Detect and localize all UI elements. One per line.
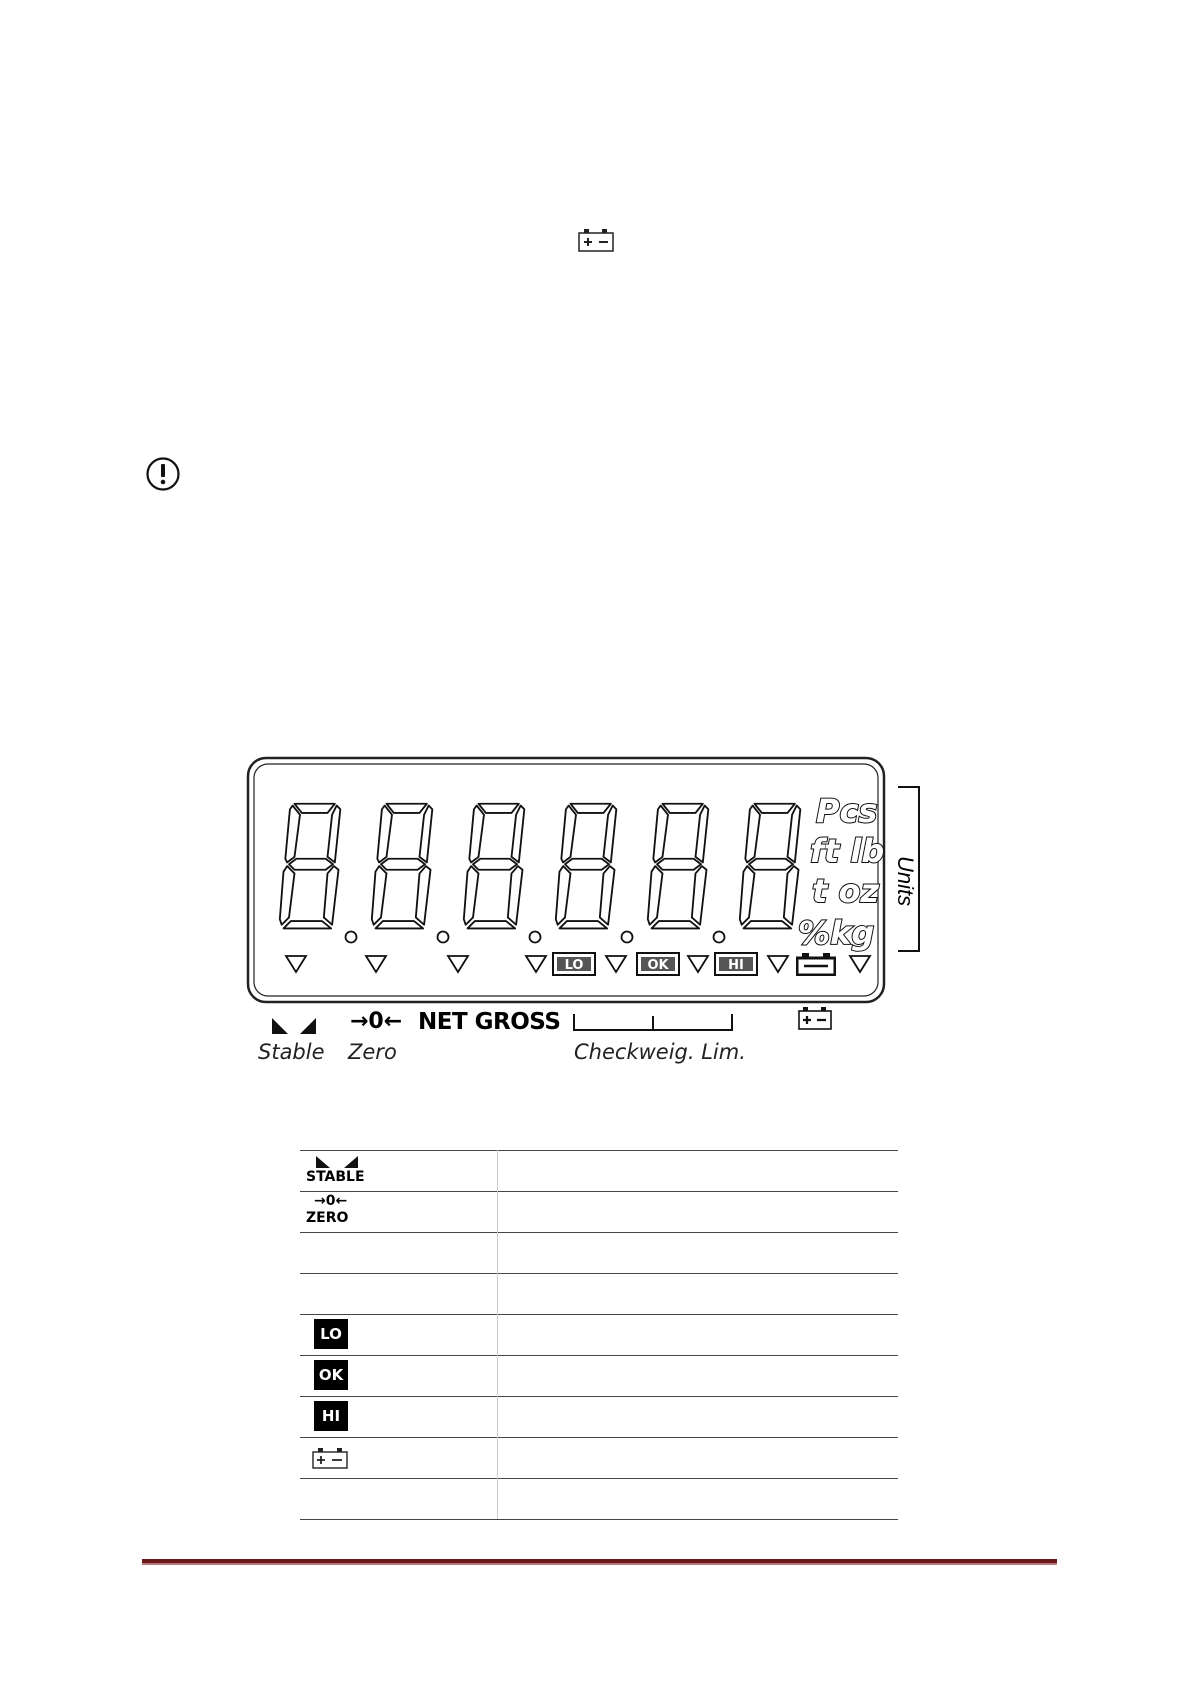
svg-text:HI: HI [728,958,744,973]
digit-segment-6 [738,792,804,942]
unit-t-oz: t oz [812,872,880,910]
indicator-triangle [766,954,790,974]
table-row [306,1155,365,1185]
svg-text:LO: LO [564,958,584,973]
stable-label: STABLE [306,1169,365,1185]
important-notice-icon [145,456,181,492]
stable-icon [314,1155,362,1169]
stable-caption: Stable [258,1040,325,1064]
battery-icon [796,952,836,976]
footer-rule [142,1559,1057,1565]
battery-icon [798,1006,832,1030]
indicator-triangle [686,954,710,974]
indicator-triangle [524,954,548,974]
decimal-point [528,930,542,944]
digit-segment-5 [646,792,712,942]
net-gross-label: NET GROSS [418,1009,561,1035]
checkweigh-caption: Checkweig. Lim. [574,1040,746,1064]
indicator-triangle [848,954,872,974]
zero-label: ZERO [306,1210,349,1226]
table-row [306,1193,348,1226]
stable-icon [270,1016,320,1036]
table-row [314,1360,348,1390]
battery-icon [578,228,614,252]
indicator-triangle [364,954,388,974]
checkweigh-bracket [572,1012,734,1032]
decimal-point [712,930,726,944]
ok-indicator [636,952,680,976]
zero-symbol: →0← [314,1193,348,1209]
battery-icon [312,1447,348,1469]
table-row [314,1401,348,1431]
unit-pcs: Pcs [816,792,878,830]
hi-indicator [714,952,758,976]
decimal-point [436,930,450,944]
digit-segment-1 [278,792,344,942]
indicator-triangle [284,954,308,974]
unit-percent-kg: %kg [798,914,875,952]
units-label: Units [893,856,918,907]
decimal-point [344,930,358,944]
digit-segment-3 [462,792,528,942]
zero-symbol: →0← [350,1009,403,1034]
hi-indicator: HI [314,1401,348,1431]
svg-text:OK: OK [647,958,669,973]
indicator-triangle [604,954,628,974]
lo-indicator: LO [314,1319,348,1349]
digit-segment-2 [370,792,436,942]
zero-caption: Zero [348,1040,397,1064]
ok-indicator: OK [314,1360,348,1390]
unit-ft-lb: ft lb [810,832,884,870]
units-panel [798,788,884,958]
table-row [314,1319,348,1349]
decimal-point [620,930,634,944]
lo-indicator [552,952,596,976]
digit-segment-4 [554,792,620,942]
indicator-triangle [446,954,470,974]
